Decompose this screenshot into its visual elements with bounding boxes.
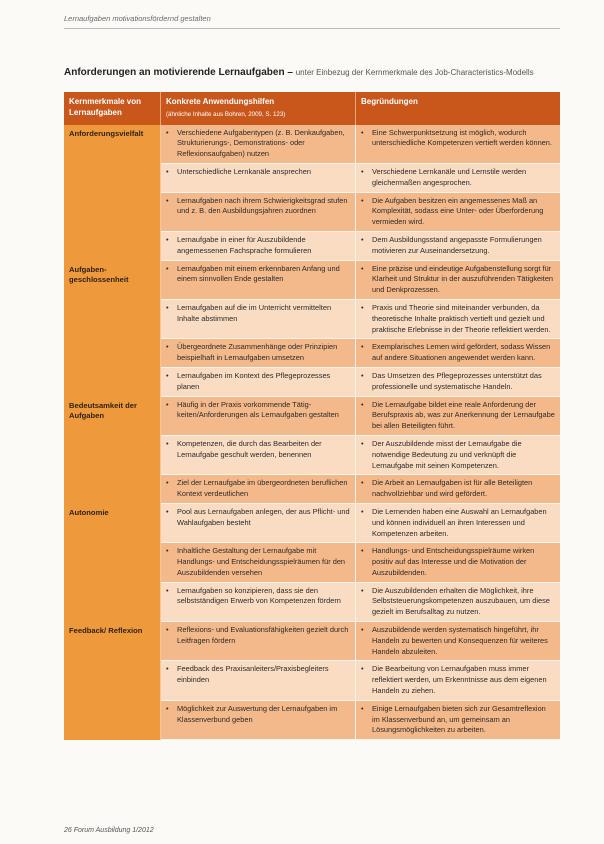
bullet-icon: • <box>166 546 169 556</box>
help-text: Lernaufgaben nach ihrem Schwierigkeitsgrad stufen und z. B. den Ausbildungsjahren zuordnen <box>177 195 348 216</box>
help-cell <box>161 701 356 740</box>
reason-cell <box>356 661 560 700</box>
reason-cell <box>356 261 560 300</box>
help-cell <box>161 543 356 582</box>
help-text: Übergeordnete Zusammenhänge oder Prinzipien beispielhaft in Lernaufgaben umsetzen <box>177 342 338 363</box>
page-footer: 26 Forum Ausbildung 1/2012 <box>64 827 154 834</box>
help-text: Pool aus Lernaufgaben anlegen, der aus Pflicht- und Wahlaufgaben besteht <box>177 506 350 527</box>
bullet-icon: • <box>166 506 169 516</box>
reason-text: Die Auszubildenden erhalten die Möglichkeit, ihre Selbststeuerungskompetenzen auszubauen, um diese gezielt im Berufsalltag zu nutzen. <box>372 585 550 617</box>
title-dash: – <box>284 67 296 78</box>
table-row <box>64 261 560 300</box>
reason-cell <box>356 193 560 232</box>
bullet-icon: • <box>166 195 169 205</box>
bullet-icon: • <box>166 342 169 352</box>
help-cell <box>161 339 356 368</box>
reason-text: Der Auszubildende misst der Lernaufgabe die notwendige Bedeutung zu und verknüpft die Lernaufgabe mit seinen Kompetenzen. <box>372 438 522 470</box>
criterion-cell: Aufgabengeschlossenheit <box>64 261 161 397</box>
bullet-icon: • <box>361 664 364 674</box>
help-cell <box>161 193 356 232</box>
help-cell <box>161 504 356 543</box>
help-text: Lernaufgabe in einer für Auszubildende angemessenen Fachsprache formulieren <box>177 234 312 255</box>
header-reasons: Begründungen <box>356 92 560 125</box>
criterion-cell: Autonomie <box>64 504 161 622</box>
reason-text: Eine präzise und eindeutige Aufgabenstellung sorgt für Klarheit und Struktur in der auszuführenden Tätigkeiten und Denkprozessen. <box>372 263 554 295</box>
reason-text: Handlungs- und Entscheidungsspielräume wirken positiv auf das Interesse und die Motivation der Auszubildenden. <box>372 546 535 577</box>
reason-cell <box>356 543 560 582</box>
help-cell <box>161 436 356 475</box>
title-main: Anforderungen an motivierende Lernaufgaben <box>64 67 285 78</box>
reason-text: Einige Lernaufgaben bieten sich zur Gesamtreflexion im Klassenverbund an, um gemeinsam an Lösungsmöglichkeiten zu arbeiten. <box>372 703 546 735</box>
reason-text: Dem Ausbildungsstand angepasste Formulierungen motivieren zur Auseinandersetzung. <box>372 234 542 255</box>
bullet-icon: • <box>166 234 169 244</box>
bullet-icon: • <box>361 370 364 380</box>
running-head: Lernaufgaben motivationsfördernd gestalten <box>64 14 211 23</box>
header-help-source: (ähnliche Inhalte aus Bohren, 2009, S. 123) <box>166 110 286 118</box>
reason-cell <box>356 368 560 397</box>
reason-text: Die Lernenden haben eine Auswahl an Lernaufgaben und können individuell an ihren Interessen und Kompetenzen arbeiten. <box>372 506 547 538</box>
help-text: Lernaufgaben im Kontext des Pflegeprozesses planen <box>177 370 331 391</box>
help-cell <box>161 261 356 300</box>
reason-cell <box>356 583 560 622</box>
page-title <box>64 67 584 78</box>
table-row <box>64 125 560 164</box>
bullet-icon: • <box>361 625 364 635</box>
bullet-icon: • <box>361 302 364 312</box>
reason-cell <box>356 125 560 164</box>
header-help <box>161 92 356 125</box>
bullet-icon: • <box>361 195 364 205</box>
help-text: Lernaufgaben so konzipieren, dass sie den selbstständigen Erwerb von Kompetenzen fördern <box>177 585 341 606</box>
help-text: Lernaufgaben mit einem erkennbaren Anfang und einem sinnvollen Ende gestalten <box>177 263 340 284</box>
reason-text: Eine Schwerpunktsetzung ist möglich, wodurch unterschiedliche Kompetenzen vertieft werden können. <box>372 127 552 148</box>
bullet-icon: • <box>361 166 364 176</box>
reason-text: Die Lernaufgabe bildet eine reale Anforderung der Berufspraxis ab, was zur Anerkennung der Lernaufgabe bei allen Beteiligten führt. <box>372 399 555 431</box>
reason-text: Das Umsetzen des Pflegeprozesses unterstützt das professionelle und systematische Handeln. <box>372 370 542 391</box>
help-text: Inhaltliche Gestaltung der Lernaufgabe mit Handlungs- und Entscheidungsspielräumen für den Auszubildenden versehen <box>177 546 346 577</box>
bullet-icon: • <box>361 585 364 595</box>
bullet-icon: • <box>166 127 169 137</box>
bullet-icon: • <box>166 399 169 409</box>
help-text: Möglichkeit zur Auswertung der Lernaufgaben im Klassenverbund geben <box>177 703 338 724</box>
bullet-icon: • <box>361 703 364 713</box>
table-header-row <box>64 92 560 125</box>
reason-text: Praxis und Theorie sind miteinander verbunden, da theoretische Inhalte praktisch vertieft und gezielt und praktische Erlebnisse in der Theorie reflektiert werden. <box>372 302 551 334</box>
bullet-icon: • <box>361 438 364 448</box>
table-row <box>64 622 560 661</box>
bullet-icon: • <box>166 166 169 176</box>
bullet-icon: • <box>361 127 364 137</box>
reason-cell <box>356 701 560 740</box>
requirements-table <box>64 92 560 740</box>
help-cell <box>161 583 356 622</box>
help-cell <box>161 164 356 193</box>
bullet-icon: • <box>166 302 169 312</box>
title-subtitle: unter Einbezug der Kernmerkmale des Job-Characteristics-Modells <box>295 68 534 77</box>
bullet-icon: • <box>361 478 364 488</box>
reason-cell <box>356 622 560 661</box>
bullet-icon: • <box>361 342 364 352</box>
bullet-icon: • <box>361 234 364 244</box>
help-cell <box>161 475 356 504</box>
bullet-icon: • <box>361 546 364 556</box>
bullet-icon: • <box>166 625 169 635</box>
reason-cell <box>356 339 560 368</box>
reason-text: Die Aufgaben besitzen ein angemessenes Maß an Komplexität, sodass eine Unter- oder Überforderung vermieden wird. <box>372 195 544 227</box>
header-help-title: Konkrete Anwendungshilfen <box>166 97 275 106</box>
bullet-icon: • <box>166 438 169 448</box>
table-row <box>64 504 560 543</box>
help-cell <box>161 397 356 436</box>
help-cell <box>161 232 356 261</box>
help-text: Häufig in der Praxis vorkommende Tätigkeiten/Anforderungen als Lernaufgaben gestalten <box>177 399 339 420</box>
help-text: Verschiedene Aufgabentypen (z. B. Denkaufgaben, Strukturierungs-, Demonstrations- oder Reflexionsaufgaben) nutzen <box>177 127 345 159</box>
help-cell <box>161 661 356 700</box>
bullet-icon: • <box>166 478 169 488</box>
reason-cell <box>356 300 560 339</box>
header-rule <box>64 28 560 29</box>
help-text: Kompetenzen, die durch das Bearbeiten der Lernaufgabe geschult werden, benennen <box>177 438 322 459</box>
bullet-icon: • <box>166 370 169 380</box>
header-criteria: Kernmerkmale von Lernaufgaben <box>64 92 161 125</box>
reason-cell <box>356 164 560 193</box>
reason-cell <box>356 232 560 261</box>
bullet-icon: • <box>361 506 364 516</box>
reason-text: Die Arbeit an Lernaufgaben ist für alle Beteiligten nachvollziehbar und wird gefördert. <box>372 478 533 499</box>
help-text: Reflexions- und Evaluationsfähigkeiten gezielt durch Leitfragen fördern <box>177 625 349 645</box>
help-text: Feedback des Praxisanleiters/Praxisbegleiters einbinden <box>177 664 329 685</box>
bullet-icon: • <box>361 399 364 409</box>
reason-text: Auszubildende werden systematisch hingeführt, ihr Handeln zu bewerten und Konsequenzen für weiteres Handeln abzuleiten. <box>372 625 548 656</box>
table-row <box>64 397 560 436</box>
bullet-icon: • <box>361 263 364 273</box>
reason-cell <box>356 475 560 504</box>
bullet-icon: • <box>166 585 169 595</box>
criterion-cell: Bedeutsamkeit der Aufgaben <box>64 397 161 504</box>
reason-cell <box>356 504 560 543</box>
help-cell <box>161 125 356 164</box>
reason-text: Exemplarisches Lernen wird gefördert, sodass Wissen auf andere Situationen angewendet werden kann. <box>372 342 551 363</box>
criterion-cell: Anforderungsvielfalt <box>64 125 161 261</box>
reason-cell <box>356 436 560 475</box>
reason-text: Die Bearbeitung von Lernaufgaben muss immer reflektiert werden, um Erkenntnisse aus dem eigenen Handeln zu ziehen. <box>372 664 547 696</box>
help-text: Lernaufgaben auf die im Unterricht vermittelten Inhalte abstimmen <box>177 302 332 323</box>
criterion-cell: Feedback/ Reflexion <box>64 622 161 740</box>
help-cell <box>161 300 356 339</box>
bullet-icon: • <box>166 664 169 674</box>
help-cell <box>161 368 356 397</box>
reason-cell <box>356 397 560 436</box>
bullet-icon: • <box>166 703 169 713</box>
reason-text: Verschiedene Lernkanäle und Lernstile werden gleichermaßen angesprochen. <box>372 166 527 187</box>
help-cell <box>161 622 356 661</box>
bullet-icon: • <box>166 263 169 273</box>
help-text: Unterschiedliche Lernkanäle ansprechen <box>177 166 311 176</box>
table-body <box>64 125 560 741</box>
help-text: Ziel der Lernaufgabe im übergeordneten beruflichen Kontext verdeutlichen <box>177 478 348 499</box>
